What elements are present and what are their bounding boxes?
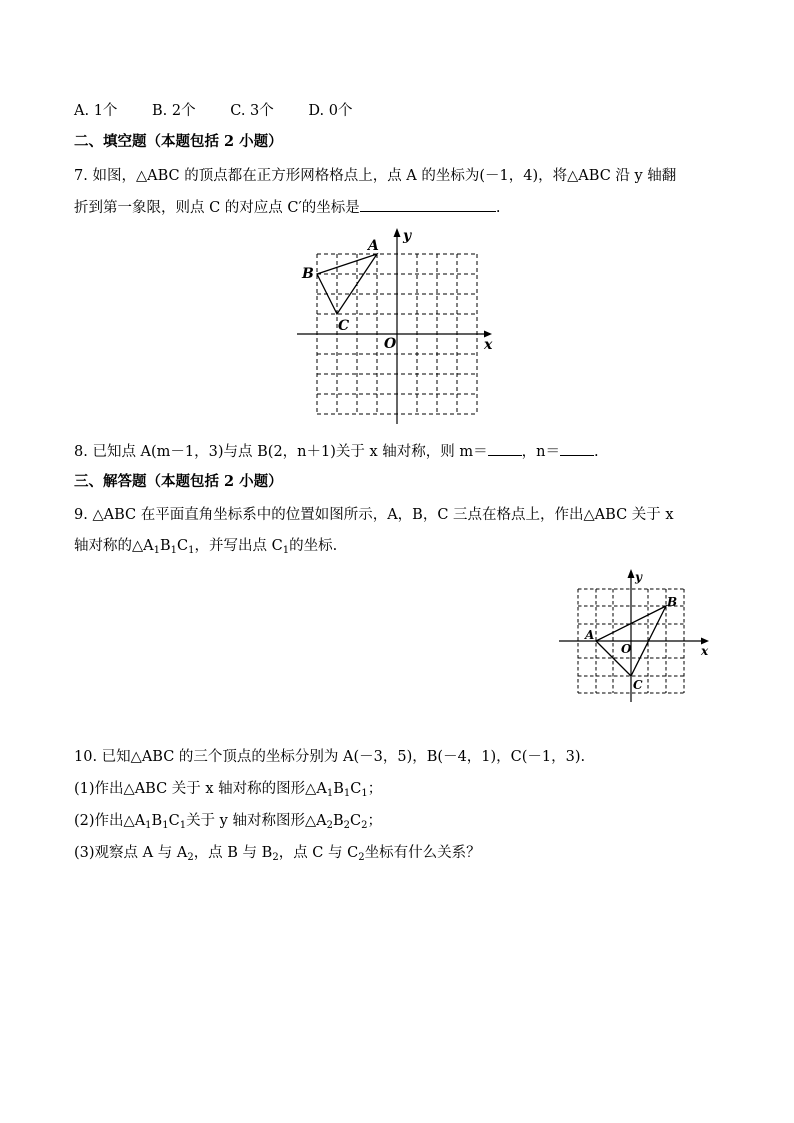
q8-m-blank [488,441,522,456]
q9-sub: 1 [188,545,195,556]
q10-sub: 1 [145,820,152,831]
q10-sub: 2 [358,852,365,863]
q10-sub: 2 [187,852,194,863]
q10-sub: 2 [343,820,351,831]
q9-text-line1: 9. △ABC 在平面直角坐标系中的位置如图所示，A，B，C 三点在格点上，作出△ABC 关于 x [74,507,674,523]
q8-text-part1: 8. 已知点 A(m－1，3)与点 B(2，n＋1)关于 x 轴对称，则 m＝ [74,444,488,460]
q10-text-seg: (1)作出△ABC 关于 x 轴对称的图形△A [74,781,327,797]
q10-text-seg: 坐标有什么关系？ [364,845,481,861]
q10-part1 [74,779,382,799]
q7-label-o: O [384,336,397,352]
option-c: C. 3个 [230,103,274,119]
q10-text-seg: C [350,781,362,797]
q7-label-a: A [368,238,379,254]
q9-coordinate-figure [550,565,720,705]
q7-coordinate-figure [290,225,510,430]
q10-text-seg: ，点 B 与 B [193,845,273,861]
q9-text-seg: 的坐标. [289,538,338,554]
q7-label-y: y [403,228,412,244]
option-a: A. 1个 [74,103,118,119]
q10-text-seg: 关于 y 轴对称图形△A [186,813,327,829]
q7-y-arrow-icon [394,228,401,237]
q10-text-seg: B [151,813,163,829]
q9-text-seg: C [177,538,189,554]
q8-text-part2: ，n＝ [521,444,561,460]
q8-period: . [594,444,599,460]
q7-label-x: x [484,337,493,353]
q9-label-a: A [585,628,595,642]
q10-sub: 1 [179,820,187,831]
q7-triangle-abc [317,254,377,314]
section-heading-fill-blank: 二、填空题（本题包括 2 小题） [74,133,283,150]
section-heading-answer: 三、解答题（本题包括 2 小题） [74,473,283,490]
q9-y-arrow-icon [628,569,635,578]
q10-sub: 1 [162,820,169,831]
q7-text: 折到第一象限，则点 C 的对应点 C′的坐标是 [74,200,360,216]
option-b: B. 2个 [152,103,196,119]
q8-text [74,441,599,462]
q10-text-line1: 10. 已知△ABC 的三个顶点的坐标分别为 A(－3，5)，B(－4，1)，C(－1，3). [74,749,586,765]
option-d: D. 0个 [308,103,353,119]
q10-text-seg: C [168,813,180,829]
q9-label-b: B [667,595,678,609]
q9-label-o: O [621,642,632,656]
q9-sub: 1 [170,545,178,556]
q9-text-seg: B [160,538,171,554]
q8-n-blank [560,441,594,456]
q10-sub: 2 [361,820,368,831]
q9-text-seg: 轴对称的△A [74,538,154,554]
q10-part2 [74,811,382,831]
q10-text-seg: ，点 C 与 C [278,845,359,861]
q10-sub: 1 [361,788,368,799]
q7-period: . [495,200,501,216]
q10-text-seg: ； [367,781,383,797]
q10-part3 [74,843,481,863]
q10-sub: 2 [272,852,279,863]
q10-sub: 1 [326,788,334,799]
q10-text-seg: (3)观察点 A 与 A [74,845,188,861]
q10-text-seg: (2)作出△A [74,813,146,829]
q7-text-line2 [74,197,500,218]
q7-label-c: C [338,318,350,334]
q7-text-line1: 7. 如图，△ABC 的顶点都在正方形网格格点上，点 A 的坐标为(－1，4)，将△ABC 沿 y 轴翻 [74,168,677,184]
q9-text-seg: ，并写出点 C [194,538,283,554]
q10-sub: 2 [326,820,333,831]
q10-text-seg: B [332,813,344,829]
q7-label-b: B [302,266,314,282]
q6-options [74,101,352,121]
q10-text-seg: ； [367,813,382,829]
q7-answer-blank [360,197,496,212]
q10-sub: 1 [343,788,351,799]
q10-text-seg: C [350,813,362,829]
q9-label-x: x [701,644,709,658]
q10-text-seg: B [333,781,344,797]
q9-sub: 1 [153,545,160,556]
q9-sub: 1 [282,545,290,556]
q9-label-y: y [635,570,642,584]
q9-label-c: C [633,678,643,692]
q9-text-line2 [74,536,337,556]
